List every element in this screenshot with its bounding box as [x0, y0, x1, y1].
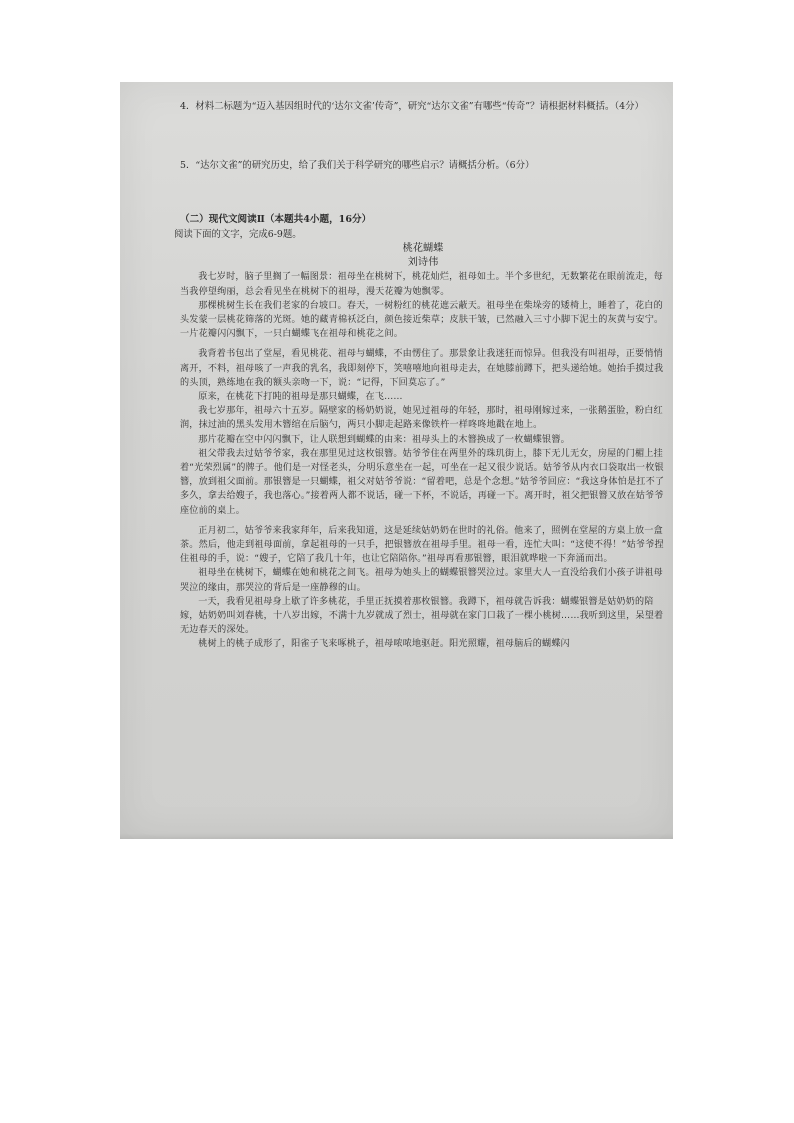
story-paragraph: 一天，我看见祖母身上歇了许多桃花，手里正抚摸着那枚银簪。我蹲下，祖母就告诉我：蝴蝶银簪是姑奶奶的陪嫁，姑奶奶叫刘春桃，十八岁出嫁，不满十九岁就成了烈士，祖母就在家门口栽了一棵小桃树……我听到这里，呆望着无边春天的深处。 [180, 596, 664, 636]
story-paragraph: 祖母坐在桃树下，蝴蝶在她和桃花之间飞。祖母为她头上的蝴蝶银簪哭泣过。家里大人一直没给我们小孩子讲祖母哭泣的缘由，那哭泣的背后是一座静穆的山。 [180, 568, 663, 593]
story-paragraph: 我七岁那年，祖母六十五岁。隔壁家的杨奶奶说，她见过祖母的年轻，那时，祖母刚嫁过来，一张鹅蛋脸，粉白红润，抹过油的黑头发用木簪绾在后脑勺，两只小脚走起路来像铁杵一样咚咚地戳在地上。 [180, 406, 663, 431]
question-5: 5．“达尔文雀”的研究历史，给了我们关于科学研究的哪些启示？请概括分析。（6分） [180, 159, 535, 171]
photo-edge-shadow [120, 833, 673, 839]
story-title: 桃花蝴蝶 [402, 243, 444, 255]
story-paragraph: 桃树上的桃子成形了，阳雀子飞来啄桃子，祖母哝哝地驱赶。阳光照耀，祖母脑后的蝴蝶闪 [198, 639, 570, 650]
story-author: 刘诗伟 [407, 257, 439, 269]
photographed-exam-page [120, 82, 673, 839]
page-content [174, 100, 666, 652]
section-title: （二）现代文阅读Ⅱ（本题共4小题，16分） [180, 214, 372, 226]
question-4: 4．材料二标题为“迈入基因组时代的‘达尔文雀’传奇”，研究“达尔文雀”有哪些“传奇”？请根据材料概括。（4分） [180, 101, 644, 112]
story-paragraph: 我背着书包出了堂屋，看见桃花、祖母与蝴蝶，不由愣住了。那景象让我迷狂而惊异。但我没有叫祖母，正要悄悄离开，不料，祖母咳了一声我的乳名，我即刻停下，笑嘻嘻地向祖母走去，在她膝前蹲下，把头递给她。她抬手摸过我的头顶，熟练地在我的额头亲吻一下，说：“记得，下回莫忘了。” [180, 349, 664, 388]
story-paragraph: 那片花瓣在空中闪闪飘下，让人联想到蝴蝶的由来：祖母头上的木簪换成了一枚蝴蝶银簪。 [198, 434, 570, 445]
story-paragraph: 我七岁时，脑子里搁了一幅图景：祖母坐在桃树下，桃花灿烂，祖母如土。半个多世纪，无数繁花在眼前流走，每当我停望绚丽，总会看见坐在桃树下的祖母，漫天花瓣为她飘零。 [180, 272, 663, 297]
story-paragraph: 那棵桃树生长在我们老家的台坡口。春天，一树粉红的桃花遮云蔽天。祖母坐在柴垛旁的矮椅上，睡着了，花白的头发蒙一层桃花筛落的光斑。她的藏青棉袄泛白，颜色接近柴草；皮肤干皱，已然融入三寸小脚下泥土的灰黄与安宁。一片花瓣闪闪飘下，一只白蝴蝶飞在祖母和桃花之间。 [180, 300, 664, 340]
story-paragraph: 正月初二，姑爷爷来我家拜年，后来我知道，这是延续姑奶奶在世时的礼俗。他来了，照例在堂屋的方桌上放一盒茶。然后，他走到祖母面前，拿起祖母的一只手，把银簪放在祖母手里。祖母一看，连忙大叫：“这使不得！”姑爷爷捏住祖母的手，说：“嫂子，它陪了我几十年，也让它陪陪你。”祖母再看那银簪，眼泪就哗啦一下奔涌而出。 [180, 525, 664, 565]
story-paragraph: 原来，在桃花下打盹的祖母是那只蝴蝶，在飞…… [198, 392, 403, 402]
story-paragraph: 祖父带我去过姑爷爷家，我在那里见过这枚银簪。姑爷爷住在两里外的珠玑街上，膝下无儿无女，房屋的门楣上挂着“光荣烈属”的牌子。他们是一对怪老头，分明乐意坐在一起，可坐在一起又很少说话。姑爷爷从内衣口袋取出一枚银簪，放到祖父面前。那银簪是一只蝴蝶，祖父对姑爷爷说：“留着吧，总是个念想。”姑爷爷回应：“我这身体怕是扛不了多久，拿去给嫂子，我也落心。”接着两人都不说话，碰一下杯，不说话，再碰一下。离开时，祖父把银簪又放在姑爷爷座位前的桌上。 [180, 448, 665, 516]
section-instruction: 阅读下面的文字，完成6-9题。 [174, 228, 302, 240]
